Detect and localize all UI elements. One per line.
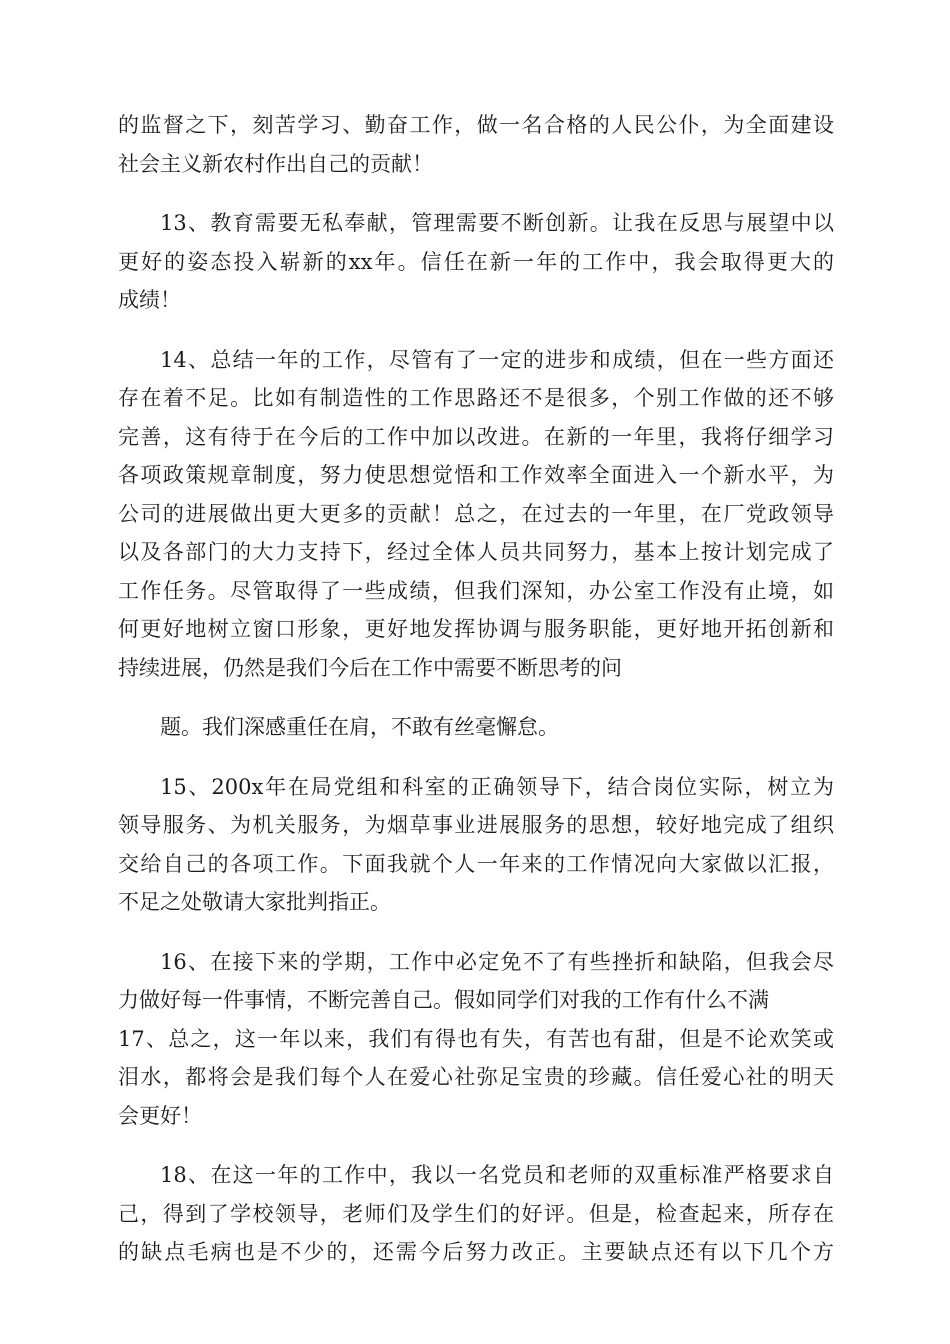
text-line: 15、200x年在局党组和科室的正确领导下，结合岗位实际，树立为 — [160, 774, 834, 799]
text-line: 力做好每一件事情，不断完善自己。假如同学们对我的工作有什么不满 — [118, 988, 769, 1012]
paragraph-13 — [118, 204, 834, 320]
paragraph-12-end — [118, 106, 834, 183]
text-line: 成绩！ — [118, 288, 181, 312]
text-line: 何更好地树立窗口形象，更好地发挥协调与服务职能，更好地开拓创新和 — [118, 617, 834, 641]
text-line: 各项政策规章制度，努力使思想觉悟和工作效率全面进入一个新水平，为 — [118, 463, 834, 487]
text-line: 的监督之下，刻苦学习、勤奋工作，做一名合格的人民公仆，为全面建设 — [118, 113, 834, 137]
text-line: 18、在这一年的工作中，我以一名党员和老师的双重标准严格要求自 — [160, 1163, 834, 1187]
text-line: 存在着不足。比如有制造性的工作思路还不是很多，个别工作做的还不够 — [118, 386, 834, 410]
text-line: 持续进展，仍然是我们今后在工作中需要不断思考的问 — [118, 655, 622, 680]
text-line: 题。我们深感重任在肩，不敢有丝毫懈怠。 — [160, 715, 559, 739]
paragraph-14 — [118, 341, 834, 688]
text-line: 14、总结一年的工作，尽管有了一定的进步和成绩，但在一些方面还 — [160, 347, 834, 372]
paragraph-15 — [118, 768, 834, 922]
paragraph-14-continued — [118, 708, 834, 747]
text-line: 公司的进展做出更大更多的贡献！总之，在过去的一年里，在厂党政领导 — [118, 501, 834, 526]
paragraph-18 — [118, 1156, 834, 1272]
text-line: 泪水，都将会是我们每个人在爱心社弥足宝贵的珍藏。信任爱心社的明天 — [118, 1065, 834, 1089]
text-line: 会更好！ — [118, 1103, 202, 1128]
text-line: 不足之处敬请大家批判指正。 — [118, 890, 391, 914]
text-line: 17、总之，这一年以来，我们有得也有失，有苦也有甜，但是不论欢笑或 — [118, 1026, 834, 1051]
paragraph-16-17 — [118, 943, 834, 1136]
text-line: 以及各部门的大力支持下，经过全体人员共同努力，基本上按计划完成了 — [118, 540, 834, 564]
text-line: 工作任务。尽管取得了一些成绩，但我们深知，办公室工作没有止境，如 — [118, 578, 834, 603]
text-line: 的缺点毛病也是不少的，还需今后努力改正。主要缺点还有以下几个方 — [118, 1240, 834, 1264]
text-line: 社会主义新农村作出自己的贡献！ — [118, 151, 433, 176]
document-page — [118, 106, 834, 1293]
text-line: 交给自己的各项工作。下面我就个人一年来的工作情况向大家做以汇报， — [118, 851, 834, 876]
text-line: 己，得到了学校领导，老师们及学生们的好评。但是，检查起来，所存在 — [118, 1201, 834, 1226]
text-line: 16、在接下来的学期，工作中必定免不了有些挫折和缺陷，但我会尽 — [160, 949, 834, 974]
text-line: 领导服务、为机关服务，为烟草事业进展服务的思想，较好地完成了组织 — [118, 813, 834, 837]
text-line: 13、教育需要无私奉献，管理需要不断创新。让我在反思与展望中以 — [160, 211, 834, 235]
text-line: 更好的姿态投入崭新的xx年。信任在新一年的工作中，我会取得更大的 — [118, 249, 834, 274]
text-line: 完善，这有待于在今后的工作中加以改进。在新的一年里，我将仔细学习 — [118, 424, 834, 449]
